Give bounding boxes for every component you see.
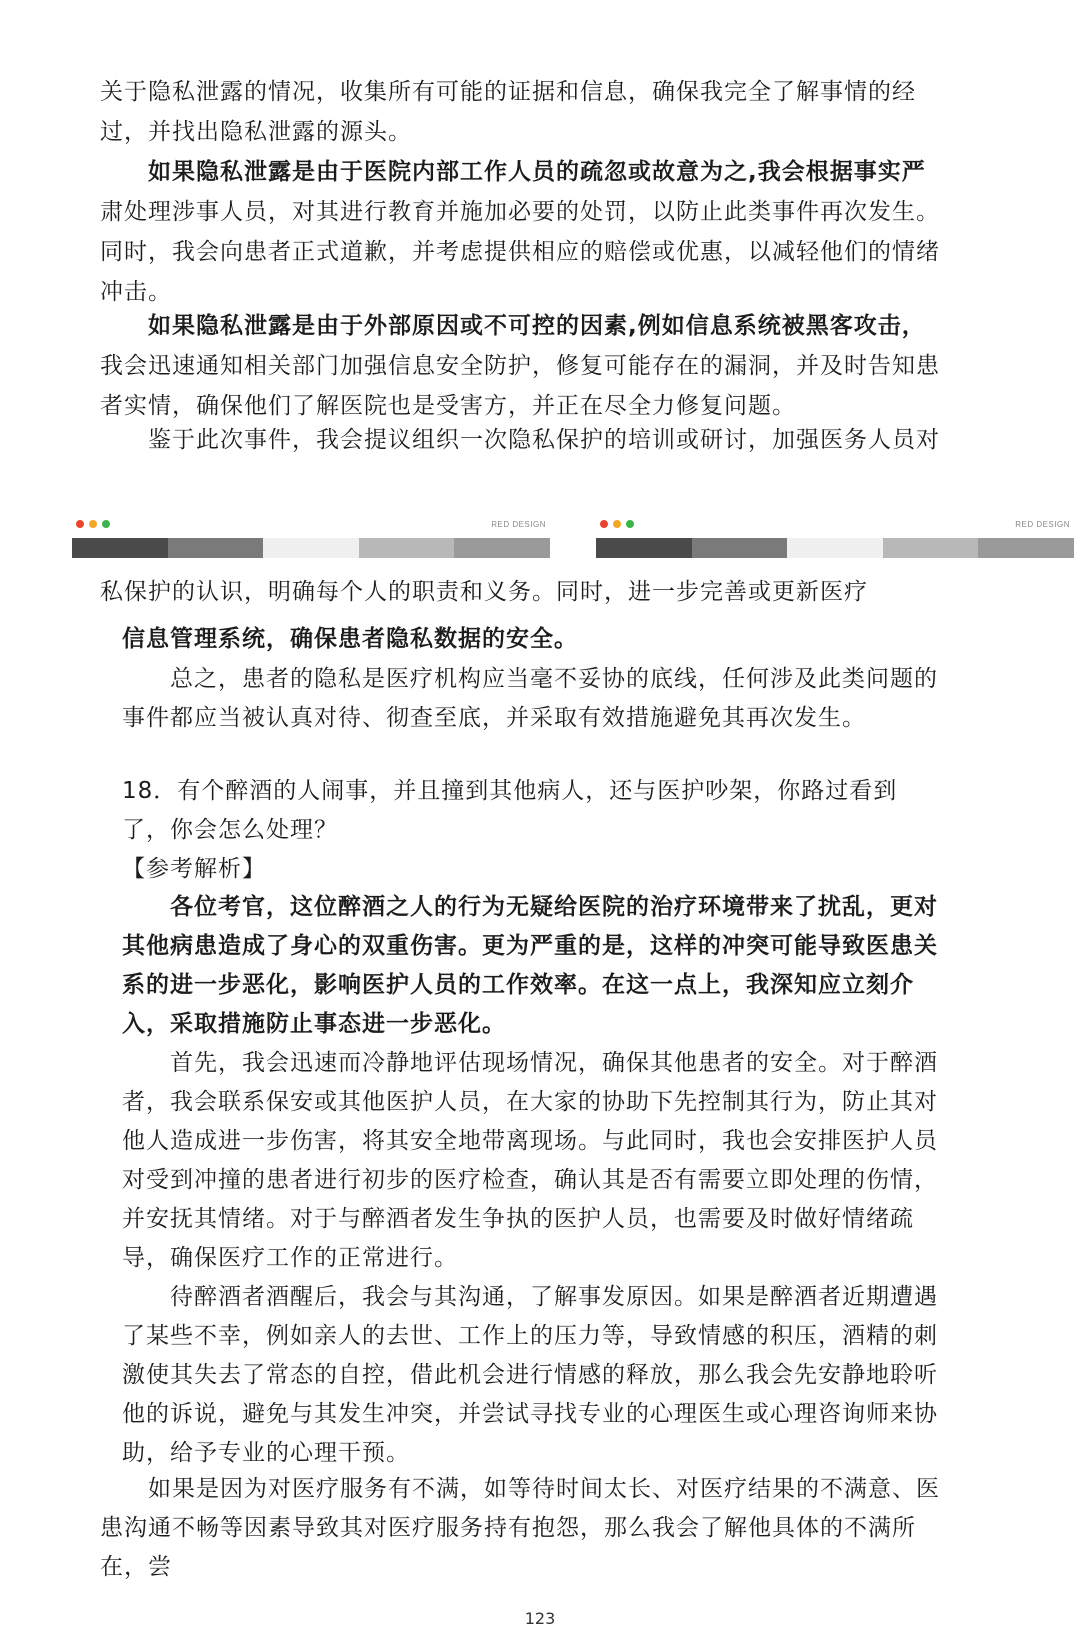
paragraph-privacy-investigation: 关于隐私泄露的情况，收集所有可能的证据和信息，确保我完全了解事情的经过，并找出隐私泄露的源头。 — [100, 79, 916, 145]
band — [596, 538, 692, 558]
brand-label: RED DESIGN — [491, 520, 546, 529]
brand-label: RED DESIGN — [1015, 520, 1070, 529]
gray-bands — [596, 538, 1074, 558]
continuation-line: 私保护的认识，明确每个人的职责和义务。同时，进一步完善或更新医疗 — [100, 579, 868, 605]
band — [978, 538, 1074, 558]
band — [263, 538, 359, 558]
paragraph-external-cause — [100, 306, 940, 426]
answer-paragraph-2: 首先，我会迅速而冷静地评估现场情况，确保其他患者的安全。对于醉酒者，我会联系保安或其他医护人员，在大家的协助下先控制其行为，防止其对他人造成进一步伤害，将其安全地带离现场。与此同时，我也会安排医护人员对受到冲撞的患者进行初步的医疗检查，确认其是否有需要立即处理的伤情，并安抚其情绪。对于与醉酒者发生争执的医护人员，也需要及时做好情绪疏导，确保医疗工作的正常进行。 — [122, 1050, 938, 1271]
band — [692, 538, 788, 558]
page-number: 123 — [524, 1609, 556, 1628]
dot-yellow-icon — [89, 520, 97, 528]
dot-green-icon — [626, 520, 634, 528]
dot-green-icon — [102, 520, 110, 528]
question-18: 18．有个醉酒的人闹事，并且撞到其他病人，还与医护吵架，你路过看到了，你会怎么处理？ — [122, 778, 898, 843]
info-system-line: 信息管理系统，确保患者隐私数据的安全。 — [122, 626, 578, 652]
band — [883, 538, 979, 558]
paragraph-internal-cause — [100, 152, 940, 312]
gray-bands — [72, 538, 550, 558]
internal-cause-lead: 如果隐私泄露是由于医院内部工作人员的疏忽或故意为之,我会根据事实严 — [148, 159, 926, 185]
band — [454, 538, 550, 558]
dot-red-icon — [76, 520, 84, 528]
dot-red-icon — [600, 520, 608, 528]
page-strip-right — [596, 520, 1074, 556]
answer-paragraph-3: 待醉酒者酒醒后，我会与其沟通，了解事发原因。如果是醉酒者近期遭遇了某些不幸，例如亲人的去世、工作上的压力等，导致情感的积压，酒精的刺激使其失去了常态的自控，借此机会进行情感的释放，那么我会先安静地聆听他的诉说，避免与其发生冲突，并尝试寻找专业的心理医生或心理咨询师来协助，给予专业的心理干预。 — [122, 1284, 938, 1466]
page-strip-left — [72, 520, 550, 556]
answer-paragraph-1: 各位考官，这位醉酒之人的行为无疑给医院的治疗环境带来了扰乱，更对其他病患造成了身心的双重伤害。更为严重的是，这样的冲突可能导致医患关系的进一步恶化，影响医护人员的工作效率。在这一点上，我深知应立刻介入，采取措施防止事态进一步恶化。 — [122, 894, 938, 1037]
band — [72, 538, 168, 558]
dot-yellow-icon — [613, 520, 621, 528]
external-cause-lead: 如果隐私泄露是由于外部原因或不可控的因素,例如信息系统被黑客攻击， — [148, 313, 926, 339]
external-cause-body: 我会迅速通知相关部门加强信息安全防护，修复可能存在的漏洞，并及时告知患者实情，确保他们了解医院也是受害方，并正在尽全力修复问题。 — [100, 353, 940, 419]
paragraph-summary: 总之，患者的隐私是医疗机构应当毫不妥协的底线，任何涉及此类问题的事件都应当被认真对待、彻查至底，并采取有效措施避免其再次发生。 — [122, 666, 938, 731]
internal-cause-body: 肃处理涉事人员，对其进行教育并施加必要的处罚，以防止此类事件再次发生。同时，我会向患者正式道歉，并考虑提供相应的赔偿或优惠，以减轻他们的情绪冲击。 — [100, 199, 940, 305]
band — [359, 538, 455, 558]
reference-analysis-label: 【参考解析】 — [122, 856, 266, 882]
band — [787, 538, 883, 558]
paragraph-training-proposal: 鉴于此次事件，我会提议组织一次隐私保护的培训或研讨，加强医务人员对 — [148, 427, 940, 453]
answer-paragraph-4: 如果是因为对医疗服务有不满，如等待时间太长、对医疗结果的不满意、医患沟通不畅等因素导致其对医疗服务持有抱怨，那么我会了解他具体的不满所在，尝 — [100, 1476, 940, 1580]
band — [168, 538, 264, 558]
